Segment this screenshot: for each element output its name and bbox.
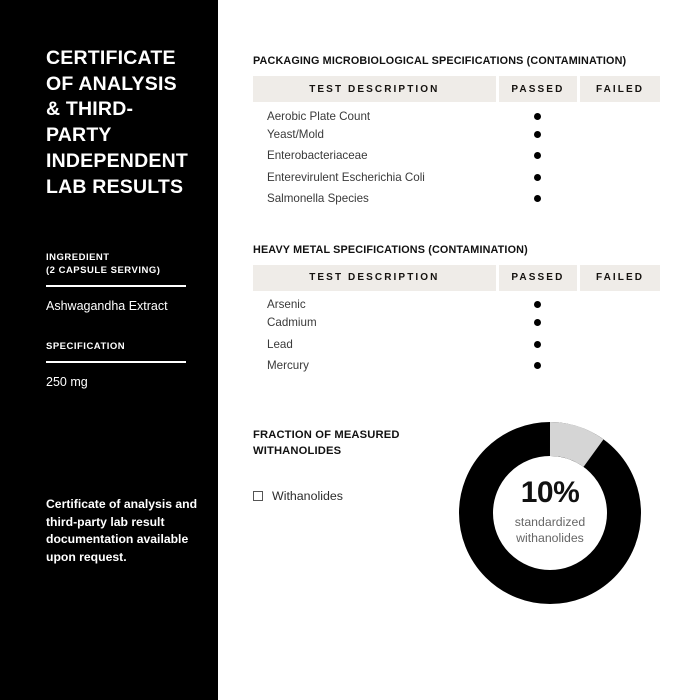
ingredient-block — [46, 252, 190, 315]
failed-cell — [579, 124, 660, 146]
passed-cell — [497, 167, 578, 189]
pass-dot-icon — [534, 319, 541, 326]
fraction-section — [253, 427, 660, 627]
right-content-panel — [218, 0, 700, 700]
table-row — [253, 145, 660, 167]
packaging-section — [253, 55, 660, 210]
table-row — [253, 124, 660, 146]
page-title: CERTIFICATE OF ANALYSIS & THIRD-PARTY INDEPENDENT LAB RESULTS — [46, 47, 188, 198]
column-header-description: TEST DESCRIPTION — [253, 265, 497, 291]
table-row — [253, 188, 660, 210]
passed-cell — [497, 124, 578, 146]
table-row — [253, 167, 660, 189]
table-row — [253, 291, 660, 313]
ingredient-sublabel: (2 CAPSULE SERVING) — [46, 264, 161, 276]
legend-label-withanolides: Withanolides — [272, 488, 343, 503]
test-description-cell: Cadmium — [267, 316, 317, 330]
test-description-cell: Arsenic — [267, 298, 306, 312]
table-header-row — [253, 76, 660, 102]
table-header-row — [253, 265, 660, 291]
test-description-cell: Salmonella Species — [267, 192, 369, 206]
test-description-cell: Enterobacteriaceae — [267, 149, 368, 163]
donut-percent-value: 10% — [520, 476, 580, 510]
pass-dot-icon — [534, 174, 541, 181]
failed-cell — [579, 312, 660, 334]
pass-dot-icon — [534, 362, 541, 369]
specification-block — [46, 341, 190, 391]
divider-rule — [46, 285, 186, 287]
table-row — [253, 102, 660, 124]
donut-segment-other — [476, 439, 624, 587]
passed-cell — [497, 334, 578, 356]
passed-cell — [497, 312, 578, 334]
heavy-metal-section-title: HEAVY METAL SPECIFICATIONS (CONTAMINATION) — [253, 243, 528, 256]
donut-svg — [452, 415, 648, 611]
divider-rule — [46, 361, 186, 363]
failed-cell — [579, 334, 660, 356]
passed-cell — [497, 188, 578, 210]
failed-cell — [579, 102, 660, 124]
failed-cell — [579, 145, 660, 167]
donut-subtext-line2: withanolides — [516, 531, 584, 545]
failed-cell — [579, 355, 660, 377]
table-row — [253, 334, 660, 356]
pass-dot-icon — [534, 113, 541, 120]
donut-subtext-line1: standardized — [514, 515, 586, 530]
failed-cell — [579, 167, 660, 189]
pass-dot-icon — [534, 152, 541, 159]
specification-value: 250 mg — [46, 375, 88, 390]
ingredient-value: Ashwagandha Extract — [46, 299, 168, 314]
heavy-metal-table — [253, 265, 660, 377]
heavy-metal-table-body — [253, 291, 660, 377]
pass-dot-icon — [534, 301, 541, 308]
withanolides-donut-chart — [452, 415, 648, 611]
test-description-cell: Lead — [267, 337, 293, 351]
column-header-failed: FAILED — [579, 76, 660, 102]
table-row — [253, 355, 660, 377]
test-description-cell: Mercury — [267, 359, 309, 373]
pass-dot-icon — [534, 131, 541, 138]
packaging-section-title: PACKAGING MICROBIOLOGICAL SPECIFICATIONS (CONTAMINATION) — [253, 55, 627, 67]
passed-cell — [497, 102, 578, 124]
heavy-metal-section — [253, 244, 660, 377]
table-row — [253, 312, 660, 334]
passed-cell — [497, 291, 578, 313]
left-info-panel — [0, 0, 218, 700]
column-header-description: TEST DESCRIPTION — [253, 76, 497, 102]
specification-label: SPECIFICATION — [46, 340, 126, 352]
pass-dot-icon — [534, 341, 541, 348]
ingredient-label: INGREDIENT — [46, 252, 110, 264]
column-header-passed: PASSED — [497, 76, 578, 102]
pass-dot-icon — [534, 195, 541, 202]
passed-cell — [497, 145, 578, 167]
packaging-table — [253, 76, 660, 210]
test-description-cell: Aerobic Plate Count — [267, 109, 371, 123]
legend-swatch-icon — [253, 491, 263, 501]
test-description-cell: Enterevirulent Escherichia Coli — [267, 170, 425, 184]
fraction-section-title: FRACTION OF MEASURED WITHANOLIDES — [253, 428, 400, 457]
footnote-text: Certificate of analysis and third-party lab result documentation available upon request. — [46, 497, 198, 565]
column-header-failed: FAILED — [579, 265, 660, 291]
test-description-cell: Yeast/Mold — [267, 127, 324, 141]
column-header-passed: PASSED — [497, 265, 578, 291]
passed-cell — [497, 355, 578, 377]
failed-cell — [579, 291, 660, 313]
packaging-table-body — [253, 102, 660, 210]
failed-cell — [579, 188, 660, 210]
